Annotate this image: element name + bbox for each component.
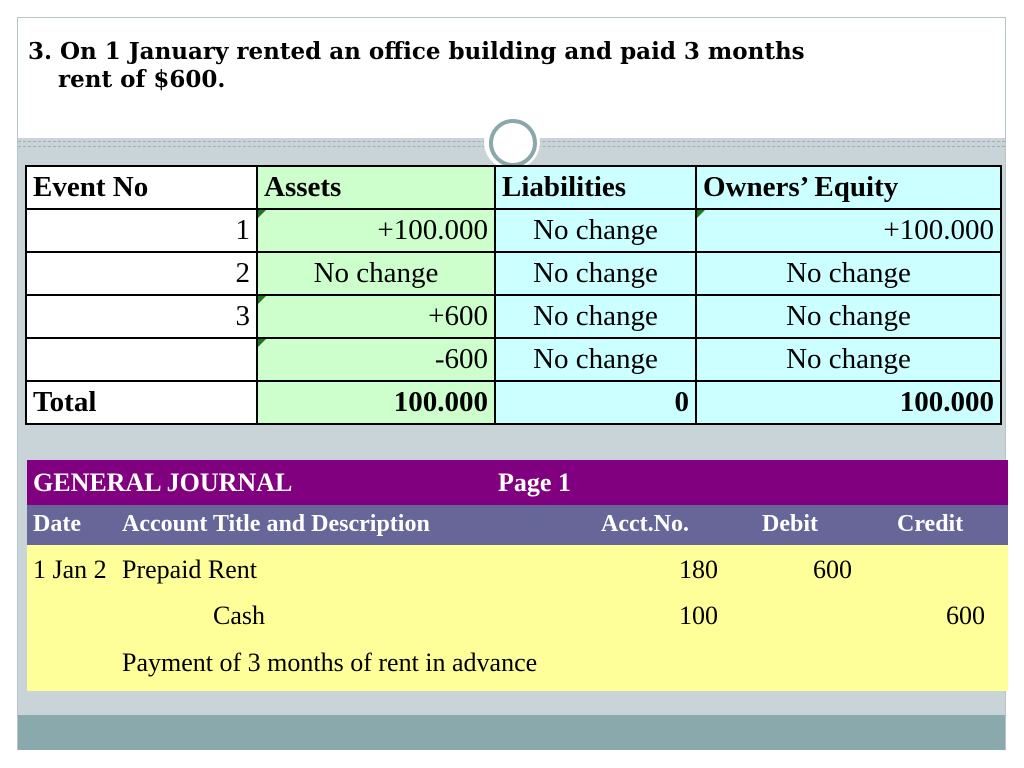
equity-cell: No change <box>696 338 1001 381</box>
header-owners-equity: Owners’ Equity <box>696 166 1001 209</box>
equity-cell <box>696 209 1001 252</box>
journal-column-headers <box>27 505 1008 545</box>
cell-note-marker <box>697 210 705 218</box>
journal-header-date: Date <box>33 511 81 537</box>
event-number-cell <box>26 338 257 381</box>
assets-value: -600 <box>434 343 488 375</box>
header-assets: Assets <box>257 166 495 209</box>
event-number-cell: 2 <box>26 252 257 295</box>
journal-entry-credit: 600 <box>946 601 985 630</box>
general-journal <box>27 460 1008 691</box>
equity-cell: No change <box>696 295 1001 338</box>
total-liabilities: 0 <box>495 381 696 424</box>
equity-cell: No change <box>696 252 1001 295</box>
slide-title <box>28 38 998 94</box>
journal-title: GENERAL JOURNAL <box>33 468 293 497</box>
table-header-row <box>26 166 1001 209</box>
slide-title-line2: rent of $600. <box>58 66 226 93</box>
liabilities-cell: No change <box>495 338 696 381</box>
journal-header-debit: Debit <box>762 511 818 537</box>
assets-cell <box>257 209 495 252</box>
assets-cell: No change <box>257 252 495 295</box>
journal-entry-acct-no: 100 <box>679 601 718 630</box>
table-total-row <box>26 381 1001 424</box>
cell-note-marker <box>258 339 266 347</box>
slide-title-line1: 3. On 1 January rented an office building and paid 3 months <box>28 38 805 65</box>
journal-entry-acct-no: 180 <box>679 555 718 584</box>
slide-footer-band <box>18 715 1005 750</box>
total-assets: 100.000 <box>257 381 495 424</box>
assets-value: +600 <box>428 300 488 332</box>
total-label: Total <box>26 381 257 424</box>
journal-title-bar <box>27 460 1008 505</box>
total-equity: 100.000 <box>696 381 1001 424</box>
header-liabilities: Liabilities <box>495 166 696 209</box>
equity-value: +100.000 <box>883 214 994 246</box>
event-number-cell: 3 <box>26 295 257 338</box>
journal-entry-debit: 600 <box>813 555 852 584</box>
liabilities-cell: No change <box>495 252 696 295</box>
table-row <box>26 295 1001 338</box>
journal-entry-description: Payment of 3 months of rent in advance <box>122 648 538 677</box>
journal-entry-date: 1 Jan 2 <box>33 555 107 584</box>
journal-header-acct-no: Acct.No. <box>601 511 689 537</box>
cell-note-marker <box>258 210 266 218</box>
journal-header-credit: Credit <box>897 511 964 537</box>
assets-value: +100.000 <box>377 214 488 246</box>
journal-entries <box>27 545 1008 691</box>
header-event-no: Event No <box>26 166 257 209</box>
assets-cell <box>257 338 495 381</box>
journal-entry-account: Cash <box>213 601 265 630</box>
liabilities-cell: No change <box>495 209 696 252</box>
cell-note-marker <box>258 296 266 304</box>
journal-entry-account: Prepaid Rent <box>122 555 258 584</box>
liabilities-cell: No change <box>495 295 696 338</box>
journal-page-label: Page 1 <box>498 468 571 497</box>
event-number-cell: 1 <box>26 209 257 252</box>
table-row <box>26 338 1001 381</box>
assets-cell <box>257 295 495 338</box>
journal-header-account: Account Title and Description <box>122 511 430 537</box>
table-row <box>26 209 1001 252</box>
table-row <box>26 252 1001 295</box>
accounting-equation-table <box>25 165 1002 425</box>
divider-ring-ornament <box>489 119 537 167</box>
